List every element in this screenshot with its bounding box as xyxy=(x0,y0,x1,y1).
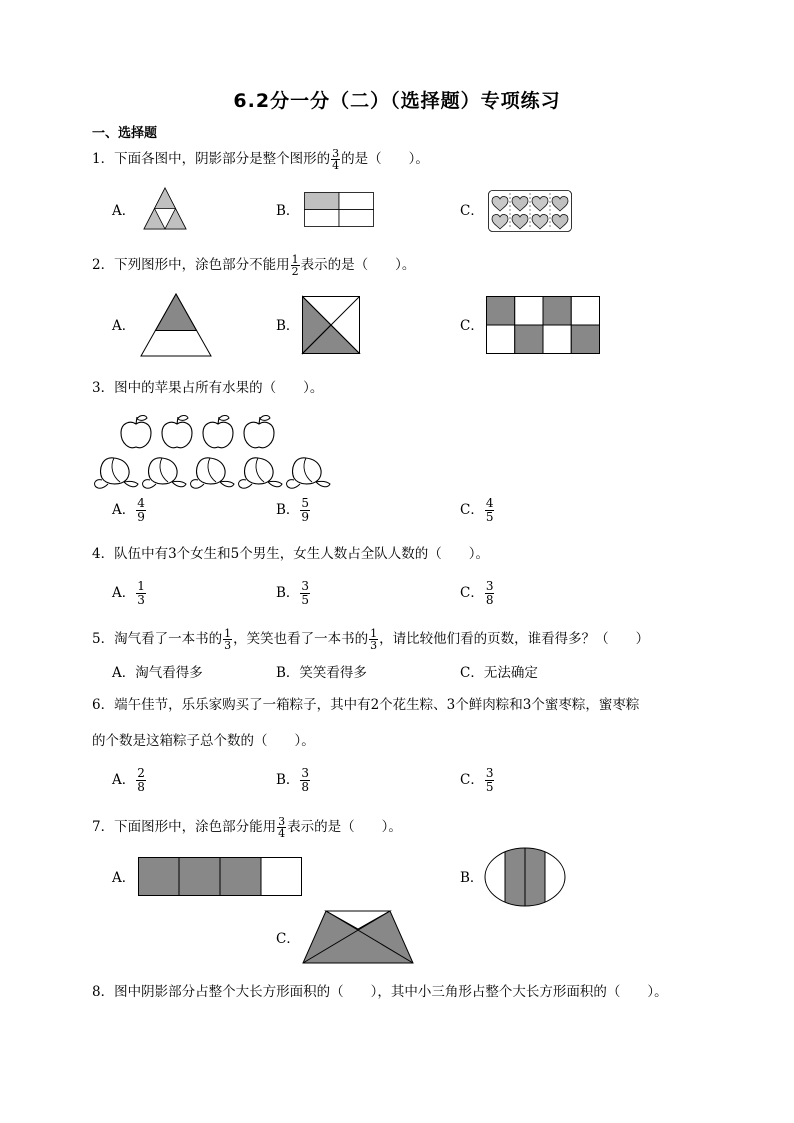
section-heading: 一、选择题 xyxy=(92,126,158,141)
q6-option-c[interactable]: C． $\frac{3}{5}$ xyxy=(460,766,494,794)
q5-option-c[interactable]: C．无法确定 xyxy=(460,665,538,681)
q3-option-c[interactable]: C． $\frac{4}{5}$ xyxy=(460,496,494,524)
fraction: $\frac{2}{8}$ xyxy=(137,766,145,794)
grid-cell xyxy=(487,325,515,354)
q2-option-a-label[interactable]: A． xyxy=(112,318,136,334)
q4-option-a[interactable]: A． $\frac{1}{3}$ xyxy=(112,579,145,607)
grid-cell xyxy=(515,325,543,354)
q1-rectangle-figure xyxy=(304,192,374,228)
question-5: 5．淘气看了一本书的 $\frac{1}{3}$ ，笑笑也看了一本书的 $\frac{1}{3}$ ，请比较他们看的页数，谁看得多？（ ） xyxy=(92,627,650,652)
fraction: $\frac{3}{5}$ xyxy=(301,579,310,607)
q1-option-b-label[interactable]: B． xyxy=(276,203,300,219)
q2-triangle-figure xyxy=(140,293,212,357)
fraction: $\frac{3}{5}$ xyxy=(485,766,494,794)
fraction: $\frac{5}{9}$ xyxy=(301,496,310,524)
q5-option-b[interactable]: B．笑笑看得多 xyxy=(276,665,367,681)
q7-option-a-label[interactable]: A． xyxy=(112,870,136,886)
q6-option-a[interactable]: A． $\frac{2}{8}$ xyxy=(112,766,145,794)
question-1: 1．下面各图中，阴影部分是整个图形的 $\frac{3}{4}$ 的是（ ）。 xyxy=(92,147,429,172)
question-7: 7．下面图形中，涂色部分能用 $\frac{3}{4}$ 表示的是（ ）。 xyxy=(92,815,402,840)
grid-cell xyxy=(571,297,599,326)
apple-icon xyxy=(244,416,274,448)
fraction: $\frac{1}{3}$ xyxy=(224,627,232,652)
apple-icon xyxy=(203,416,233,448)
q6-option-b[interactable]: B． $\frac{3}{8}$ xyxy=(276,766,310,794)
q7-bar-figure xyxy=(138,857,302,897)
fraction: $\frac{3}{8}$ xyxy=(485,579,494,607)
q2-option-b-label[interactable]: B． xyxy=(276,318,300,334)
fraction: $\frac{1}{2}$ xyxy=(291,253,299,278)
fraction: $\frac{3}{8}$ xyxy=(301,766,310,794)
q2-option-c-label[interactable]: C． xyxy=(460,318,484,334)
q5-option-a[interactable]: A．淘气看得多 xyxy=(112,665,203,681)
fraction: $\frac{1}{3}$ xyxy=(370,627,378,652)
q3-option-a[interactable]: A． $\frac{4}{9}$ xyxy=(112,496,145,524)
fraction: $\frac{1}{3}$ xyxy=(137,579,145,607)
question-4: 4．队伍中有3个女生和5个男生，女生人数占全队人数的（ ）。 xyxy=(92,546,490,562)
q1-option-a-label[interactable]: A． xyxy=(112,203,136,219)
q7-ellipse-figure xyxy=(484,847,566,907)
q7-trapezoid-figure xyxy=(302,910,414,964)
question-6-line-2: 的个数是这箱粽子总个数的（ ）。 xyxy=(92,733,315,749)
apple-icon xyxy=(121,416,151,448)
q3-apples-row xyxy=(120,414,290,452)
peach-icon xyxy=(143,458,186,488)
grid-cell xyxy=(543,325,571,354)
q7-option-c-label[interactable]: C． xyxy=(276,931,300,947)
question-6-line-1: 6．端午佳节，乐乐家购买了一箱粽子，其中有2个花生粽、3个鲜肉粽和3个蜜枣粽，蜜枣粽 xyxy=(92,697,640,713)
question-3: 3．图中的苹果占所有水果的（ ）。 xyxy=(92,380,324,396)
q2-square-figure xyxy=(302,296,360,354)
grid-cell xyxy=(571,325,599,354)
q1-hearts-figure xyxy=(488,190,572,232)
peach-icon xyxy=(191,458,234,488)
q2-grid-figure xyxy=(486,296,600,354)
q7-option-b-label[interactable]: B． xyxy=(460,870,484,886)
q1-option-c-label[interactable]: C． xyxy=(460,203,484,219)
q4-option-c[interactable]: C． $\frac{3}{8}$ xyxy=(460,579,494,607)
peach-icon xyxy=(95,458,138,488)
grid-cell xyxy=(543,297,571,326)
q3-peaches-row xyxy=(92,452,337,492)
fraction: $\frac{3}{4}$ xyxy=(332,147,340,172)
grid-cell xyxy=(487,297,515,326)
fraction: $\frac{4}{5}$ xyxy=(485,496,494,524)
q4-option-b[interactable]: B． $\frac{3}{5}$ xyxy=(276,579,310,607)
fraction: $\frac{3}{4}$ xyxy=(278,815,286,840)
peach-icon xyxy=(287,458,330,488)
q1-triangle-figure xyxy=(142,186,188,232)
peach-icon xyxy=(239,458,282,488)
question-8: 8．图中阴影部分占整个大长方形面积的（ ），其中小三角形占整个大长方形面积的（ ）。 xyxy=(92,984,668,1000)
page-title: 6.2分一分（二）（选择题）专项练习 xyxy=(233,90,561,112)
grid-cell xyxy=(515,297,543,326)
q3-option-b[interactable]: B． $\frac{5}{9}$ xyxy=(276,496,310,524)
fraction: $\frac{4}{9}$ xyxy=(137,496,145,524)
apple-icon xyxy=(162,416,192,448)
question-2: 2．下列图形中，涂色部分不能用 $\frac{1}{2}$ 表示的是（ ）。 xyxy=(92,253,416,278)
